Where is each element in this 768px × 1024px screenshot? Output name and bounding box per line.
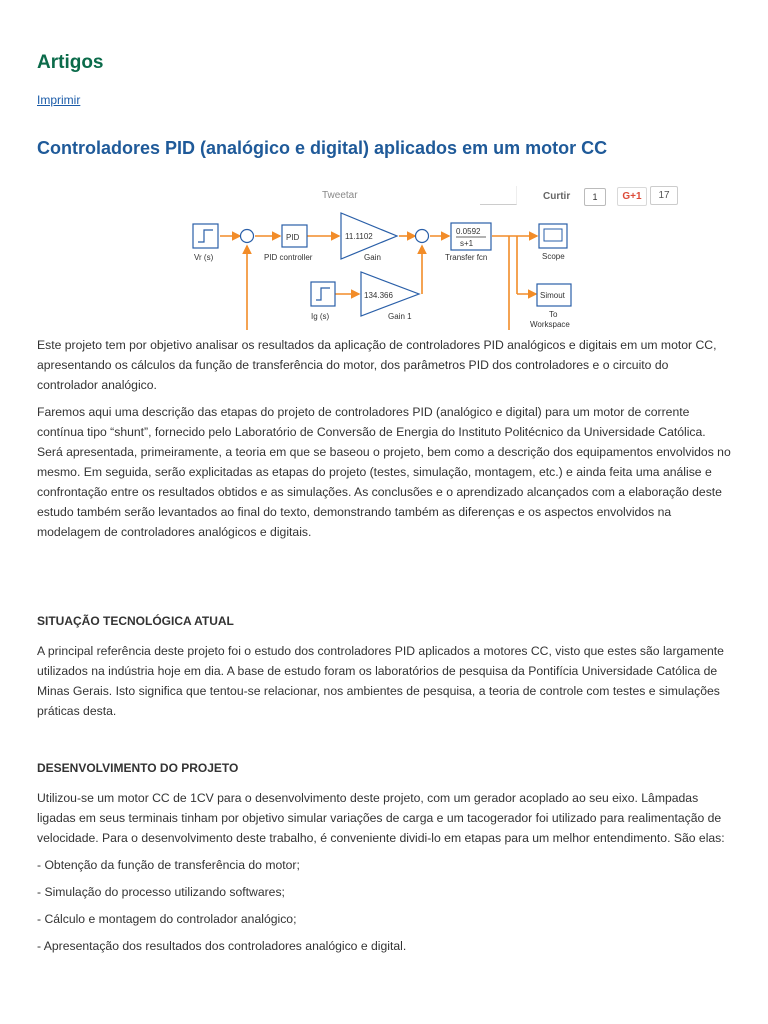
vr-label: Vr (s) bbox=[194, 253, 214, 262]
paragraph: Este projeto tem por objetivo analisar os resultados da aplicação de controladores PID analógicos e digitais em um motor CC, apresentando os cálculos da função de transferência do motor, dos parâmetros PID dos controladores e o circuito do controlador analógico. bbox=[37, 338, 717, 392]
tf-numerator: 0.0592 bbox=[456, 227, 481, 236]
section-heading-situacao: SITUAÇÃO TECNOLÓGICA ATUAL bbox=[37, 614, 234, 628]
list-item: - Cálculo e montagem do controlador analógico; bbox=[37, 912, 297, 926]
figure-pid-diagram bbox=[187, 180, 670, 330]
scope-label: Scope bbox=[542, 252, 565, 261]
pid-block-text: PID bbox=[286, 233, 300, 242]
gain-value: 11.1102 bbox=[345, 232, 373, 241]
vr-source-block bbox=[193, 224, 218, 248]
list-item: - Apresentação dos resultados dos controladores analógico e digital. bbox=[37, 939, 407, 953]
gain1-value: 134.366 bbox=[364, 291, 393, 300]
list-item: - Obtenção da função de transferência do motor; bbox=[37, 858, 300, 872]
tweet-button[interactable]: Tweetar bbox=[322, 190, 358, 201]
gplus-count: 17 bbox=[650, 186, 678, 205]
pid-label: PID controller bbox=[264, 253, 313, 262]
paragraph: Utilizou-se um motor CC de 1CV para o desenvolvimento deste projeto, com um gerador acoplado ao seu eixo. Lâmpadas ligadas em seus terminais tinham por objetivo simular variações de carga e um tacogerador foi utilizado para realimentação de velocidade. Para o desenvolvimento deste trabalho, é conveniente dividi-lo em etapas para um melhor entendimento. São elas: bbox=[37, 791, 725, 845]
scope-block bbox=[539, 224, 567, 248]
like-count: 1 bbox=[584, 188, 606, 206]
like-button[interactable]: Curtir bbox=[543, 191, 571, 202]
article-title: Controladores PID (analógico e digital) aplicados em um motor CC bbox=[37, 138, 608, 158]
simout-label-1: To bbox=[549, 310, 558, 319]
article-body bbox=[37, 335, 732, 963]
ig-label: Ig (s) bbox=[311, 312, 330, 321]
tf-denominator: s+1 bbox=[460, 239, 474, 248]
print-link[interactable]: Imprimir bbox=[37, 93, 81, 107]
section-title: Artigos bbox=[37, 52, 104, 73]
gain-label: Gain bbox=[364, 253, 381, 262]
social-bar bbox=[187, 180, 670, 210]
ig-source-block bbox=[311, 282, 335, 306]
section-heading-desenvolvimento: DESENVOLVIMENTO DO PROJETO bbox=[37, 761, 239, 775]
sum-junction-1 bbox=[241, 230, 254, 243]
gplus-button[interactable]: G+1 bbox=[617, 187, 647, 206]
tf-label: Transfer fcn bbox=[445, 253, 488, 262]
paragraph: A principal referência deste projeto foi o estudo dos controladores PID aplicados a motores CC, visto que estes são largamente utilizados na indústria hoje em dia. A base de estudo foram os laboratórios de pesquisa da Pontifícia Universidade Católica de Minas Gerais. Isto significa que tentou-se relacionar, nos ambientes de pesquisa, a teoria de controle com testes e simulações práticas desta. bbox=[37, 644, 724, 718]
simout-text: Simout bbox=[540, 291, 565, 300]
sum-junction-2 bbox=[416, 230, 429, 243]
share-placeholder bbox=[480, 186, 517, 205]
simout-label-2: Workspace bbox=[530, 320, 570, 329]
list-item: - Simulação do processo utilizando softwares; bbox=[37, 885, 285, 899]
gain1-label: Gain 1 bbox=[388, 312, 412, 321]
paragraph: Faremos aqui uma descrição das etapas do projeto de controladores PID (analógico e digital) para um motor de corrente contínua tipo “shunt”, fornecido pelo Laboratório de Conversão de Energia do Instituto Politécnico da Universidade Católica. Será apresentada, primeiramente, a teoria em que se baseou o projeto, bem como a descrição dos equipamentos envolvidos no mesmo. Em seguida, serão explicitadas as etapas do projeto (testes, simulação, montagem, etc.) e ainda feita uma análise e confrontação entre os resultados obtidos e as simulações. As conclusões e o aprendizado alcançados com a elaboração deste estudo também serão levantados ao final do texto, demonstrando também as diferenças e os aspectos envolvidos na modelagem de controladores analógicos e digitais. bbox=[37, 405, 731, 539]
